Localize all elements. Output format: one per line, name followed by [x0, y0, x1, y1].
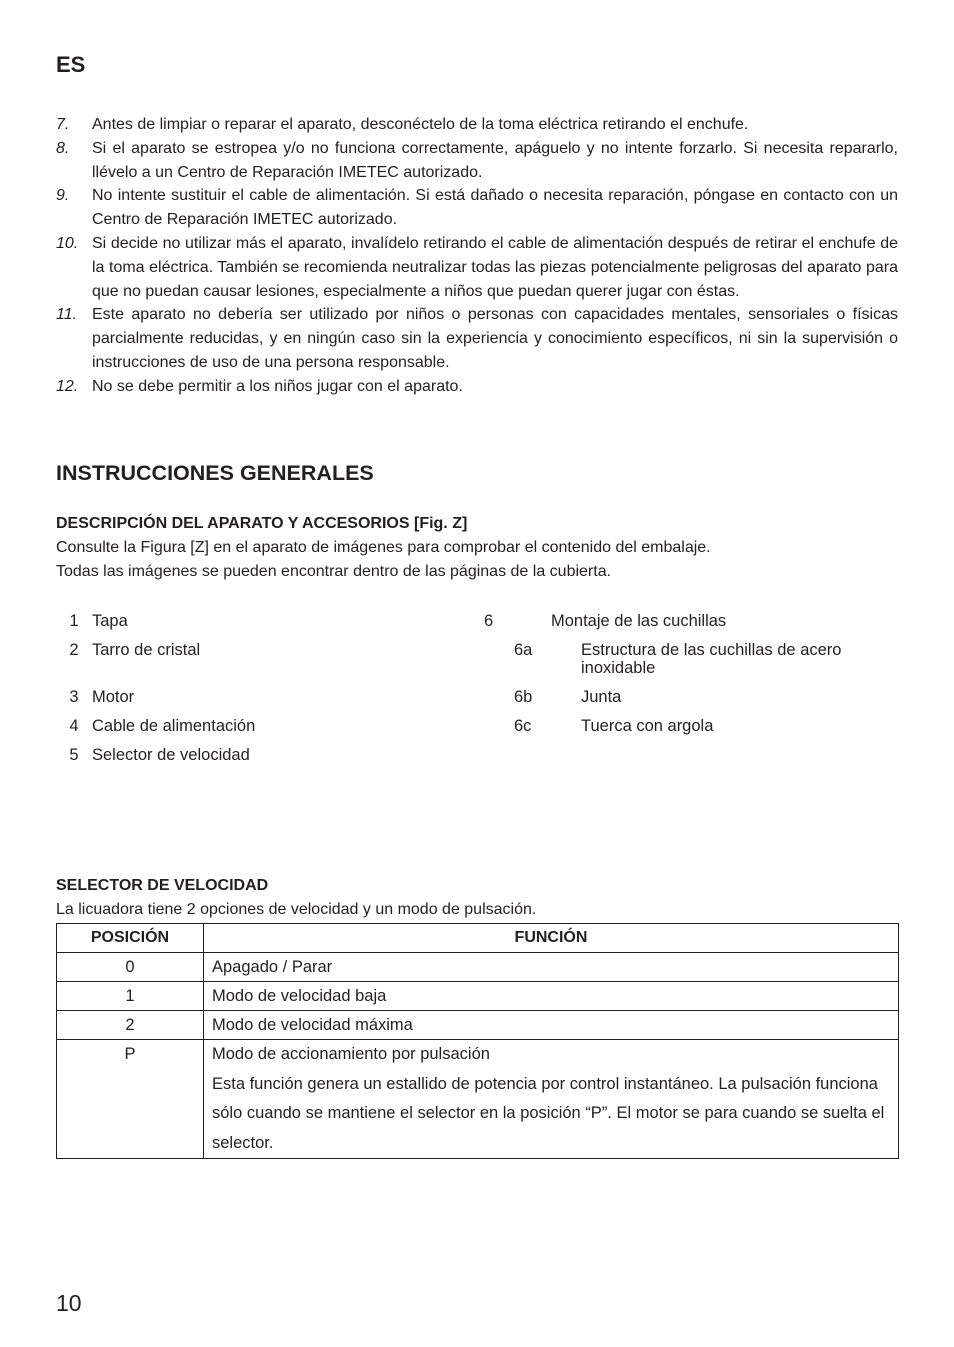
position-cell: P: [57, 1040, 204, 1159]
list-item: [56, 641, 200, 660]
item-number: 9.: [56, 187, 70, 205]
item-number: 10.: [56, 234, 79, 252]
speed-table: [56, 923, 899, 1159]
list-item: [56, 717, 255, 736]
table-row: [57, 982, 899, 1011]
description-line: Consulte la Figura [Z] en el aparato de imágenes para comprobar el contenido del embalaje.: [56, 539, 711, 556]
function-cell: [204, 1040, 899, 1159]
part-label: Tapa: [92, 612, 128, 630]
description-block: [56, 512, 898, 584]
item-text: Este aparato no debería ser utilizado por niños o personas con capacidades mentales, sensoriales o físicas parcialmente reducidas, y en ningún caso sin la experiencia y conocimiento específicos, ni sin la supervisión o instrucciones de uso de una persona responsable.: [92, 306, 898, 371]
list-item: [56, 746, 250, 765]
part-label: Tarro de cristal: [92, 641, 201, 659]
column-header-position: POSICIÓN: [57, 924, 204, 953]
position-cell: 2: [57, 1011, 204, 1040]
position-cell: 0: [57, 953, 204, 982]
item-text: Si el aparato se estropea y/o no funciona correctamente, apáguelo y no intente forzarlo. Si necesita repararlo, llévelo a un Centro de Reparación IMETEC autorizado.: [92, 139, 898, 181]
language-code: ES: [56, 52, 86, 77]
part-number: 6c: [514, 717, 532, 735]
part-number: 6: [484, 612, 494, 630]
list-item: [56, 303, 898, 374]
list-item: [56, 113, 898, 137]
part-label: Montaje de las cuchillas: [551, 612, 727, 630]
page-number: 10: [56, 1290, 82, 1316]
part-label: Cable de alimentación: [92, 717, 256, 735]
pulse-description: Esta función genera un estallido de potencia por control instantáneo. La pulsación funciona sólo cuando se mantiene el selector en la posición “P”. El motor se para cuando se suelta el selector.: [212, 1074, 885, 1152]
column-header-function: FUNCIÓN: [204, 924, 899, 953]
section-title: INSTRUCCIONES GENERALES: [56, 461, 374, 485]
description-line: Todas las imágenes se pueden encontrar dentro de las páginas de la cubierta.: [56, 563, 612, 580]
table-header-row: [57, 924, 899, 953]
part-label: Estructura de las cuchillas de acero inoxidable: [581, 641, 842, 677]
position-cell: 1: [57, 982, 204, 1011]
speed-intro: La licuadora tiene 2 opciones de velocidad y un modo de pulsación.: [56, 901, 537, 918]
list-item: [56, 612, 128, 631]
part-label: Motor: [92, 688, 135, 706]
subsection-title: DESCRIPCIÓN DEL APARATO Y ACCESORIOS [Fig. Z]: [56, 515, 468, 532]
part-number: 4: [69, 717, 79, 735]
item-number: 11.: [56, 306, 78, 324]
part-label: Tuerca con argola: [581, 717, 714, 735]
item-text: No intente sustituir el cable de alimentación. Si está dañado o necesita reparación, póngase en contacto con un Centro de Reparación IMETEC autorizado.: [92, 187, 898, 229]
part-label: Selector de velocidad: [92, 746, 250, 764]
safety-list: [56, 113, 898, 399]
item-number: 8.: [56, 139, 70, 157]
part-number: 6a: [514, 641, 533, 659]
item-number: 12.: [56, 377, 79, 395]
part-number: 5: [69, 746, 79, 764]
part-number: 6b: [514, 688, 533, 706]
item-text: No se debe permitir a los niños jugar con el aparato.: [92, 377, 463, 395]
table-row: [57, 1011, 899, 1040]
list-item: [56, 232, 898, 303]
subsection-title: SELECTOR DE VELOCIDAD: [56, 877, 269, 894]
function-cell: Apagado / Parar: [204, 953, 899, 982]
part-label: Junta: [581, 688, 622, 706]
table-row: [57, 1040, 899, 1159]
list-item: [56, 688, 134, 707]
item-text: Si decide no utilizar más el aparato, invalídelo retirando el cable de alimentación después de retirar el enchufe de la toma eléctrica. También se recomienda neutralizar todas las piezas potencialmente peligrosas del aparato para que no puedan causar lesiones, especialmente a niños que puedan querer jugar con éstas.: [92, 234, 898, 300]
list-item: [56, 137, 898, 185]
item-text: Antes de limpiar o reparar el aparato, desconéctelo de la toma eléctrica retirando el enchufe.: [92, 116, 749, 133]
part-number: 2: [69, 641, 79, 659]
part-number: 1: [69, 612, 79, 630]
speed-selector-block: [56, 874, 898, 922]
part-number: 3: [69, 688, 79, 706]
pulse-title: Modo de accionamiento por pulsación: [212, 1045, 490, 1063]
table-row: [57, 953, 899, 982]
list-item: [56, 184, 898, 232]
list-item: [56, 375, 898, 399]
function-cell: Modo de velocidad máxima: [204, 1011, 899, 1040]
function-cell: Modo de velocidad baja: [204, 982, 899, 1011]
item-number: 7.: [56, 116, 70, 133]
